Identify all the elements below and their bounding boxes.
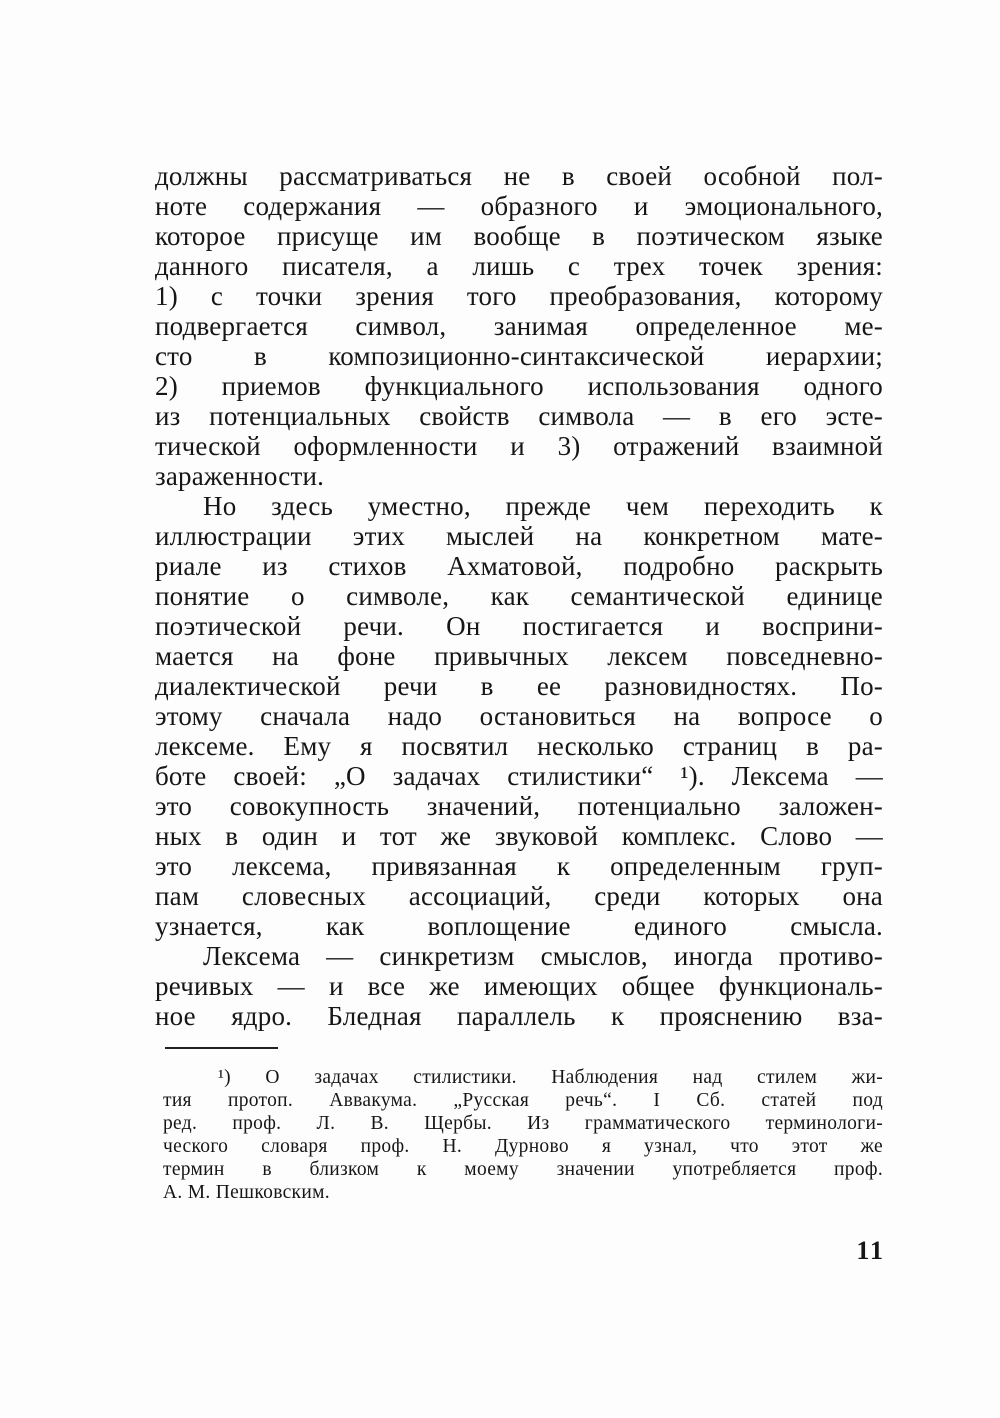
body-line: ноте содержания — образного и эмоционального, [155,191,883,221]
footnote-line: тия протоп. Аввакума. „Русская речь“. I Сб. статей под [163,1090,883,1111]
body-line: риале из стихов Ахматовой, подробно раскрыть [155,551,883,581]
body-line: диалектической речи в ее разновидностях. По- [155,671,883,701]
footnote-line: А. М. Пешковским. [163,1182,330,1203]
body-line: подвергается символ, занимая определенное ме- [155,311,883,341]
body-line: этому сначала надо остановиться на вопросе о [155,701,883,731]
body-line: должны рассматриваться не в своей особной пол- [155,161,883,191]
body-line: пам словесных ассоциаций, среди которых она [155,881,883,911]
footnote-line: ¹) О задачах стилистики. Наблюдения над стилем жи- [218,1067,883,1088]
body-line: Но здесь уместно, прежде чем переходить к [203,491,883,521]
footnote-line: ред. проф. Л. В. Щербы. Из грамматического терминологи- [163,1113,883,1134]
page-number: 11 [856,1236,885,1265]
body-line: из потенциальных свойств символа — в его эсте- [155,401,883,431]
body-line: Лексема — синкретизм смыслов, иногда противо- [203,941,883,971]
body-line: это лексема, привязанная к определенным груп- [155,851,883,881]
body-line: которое присуще им вообще в поэтическом языке [155,221,883,251]
body-line: сто в композиционно-синтаксической иерархии; [155,341,883,371]
body-line: ное ядро. Бледная параллель к прояснению вза- [155,1001,883,1031]
body-line: мается на фоне привычных лексем повседневно- [155,641,883,671]
body-line: понятие о символе, как семантической единице [155,581,883,611]
body-line: иллюстрации этих мыслей на конкретном мате- [155,521,883,551]
body-line: боте своей: „О задачах стилистики“ ¹). Лексема — [155,761,883,791]
body-line: ных в один и тот же звуковой комплекс. Слово — [155,821,883,851]
body-line: зараженности. [155,461,325,491]
body-line: 1) с точки зрения того преобразования, которому [155,281,883,311]
footnote-line: термин в близком к моему значении употребляется проф. [163,1159,883,1180]
body-line: узнается, как воплощение единого смысла. [155,911,883,941]
body-line: 2) приемов функциального использования одного [155,371,883,401]
body-line: лексеме. Ему я посвятил несколько страниц в ра- [155,731,883,761]
body-line: поэтической речи. Он постигается и восприни- [155,611,883,641]
body-line: тической оформленности и 3) отражений взаимной [155,431,883,461]
body-line: данного писателя, а лишь с трех точек зрения: [155,251,883,281]
body-line: речивых — и все же имеющих общее функциональ- [155,971,883,1001]
footnote-divider [165,1047,278,1049]
body-line: это совокупность значений, потенциально заложен- [155,791,883,821]
footnote-line: ческого словаря проф. Н. Дурново я узнал, что этот же [163,1136,883,1157]
